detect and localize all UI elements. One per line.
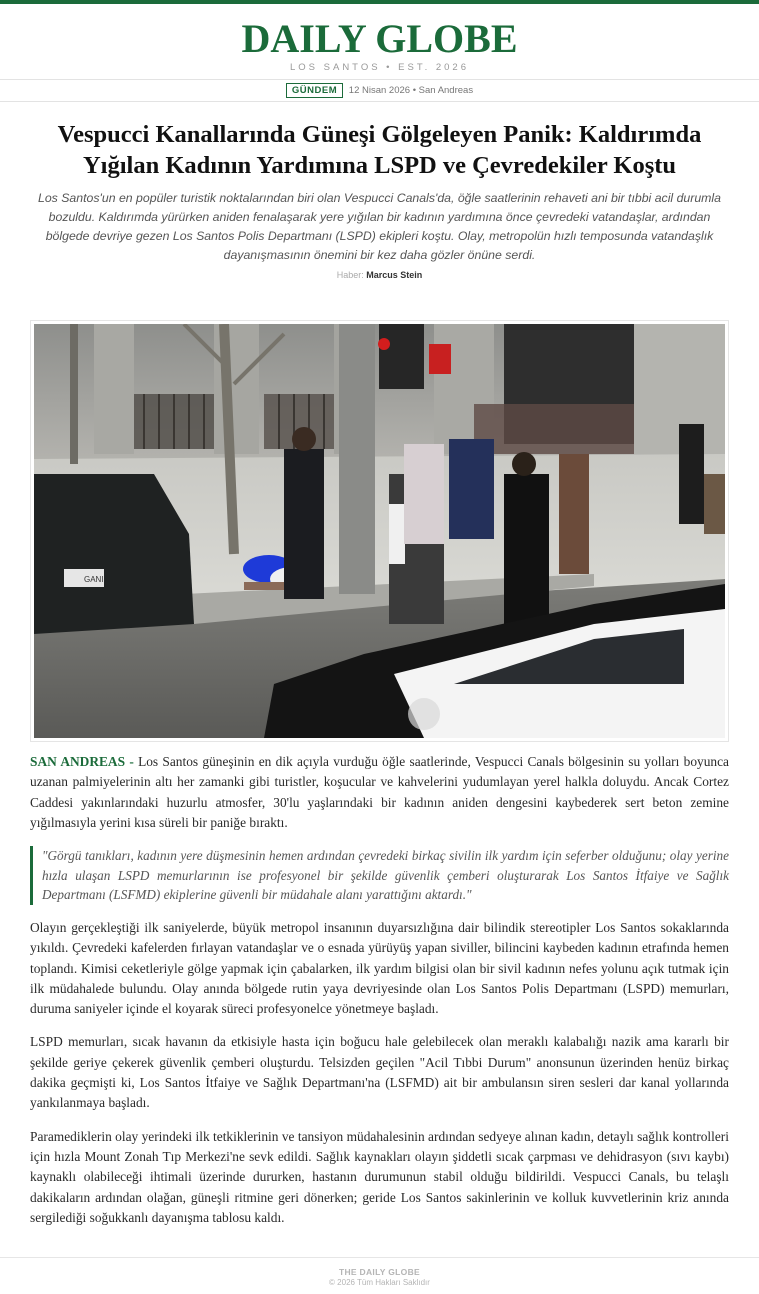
site-logo-title[interactable]: DAILY GLOBE [241, 16, 518, 61]
article-photo [30, 320, 729, 742]
paragraph-3: LSPD memurları, sıcak havanın da etkisiyle hasta için boğucu hale gelebilecek olan meraklı kalabalığı nazik ama kararlı bir şekilde geriye çekerek güvenlik çemberi oluşturdu. Telsizden geçilen "Acil Tıbbi Durum" anonsunun üzerinden henüz birkaç dakika geçmişti ki, Los Santos İtfaiye ve Sağlık Departmanı'na (LSFMD) ait bir ambulansın siren sesleri dar kanal yollarında yankılanmaya başladı. [30, 1034, 729, 1111]
article-body [30, 752, 729, 1241]
paragraph-2: Olayın gerçekleştiği ilk saniyelerde, büyük metropol insanının duyarsızlığına dair bilindik stereotipler Los Santos sokaklarında yıkıldı. Çevredeki kafelerden fırlayan vatandaşlar ve o esnada yürüyüş yapan siviller, bilincini kaybeden kadının etrafında hemen toplandı. Kimisi ceketleriyle gölge yapmak için çabalarken, ilk yardım bilgisi olan bir sivil kadının nefes yolunu açık tutmak için ilk müdahalede bulundu. Olay anında bölgede rutin yaya devriyesinde olan Los Santos Polis Departmanı (LSPD) memurları, duruma saniyeler içinde el koyarak süreci profesyonelce yönetmeye başladı. [30, 919, 729, 1017]
article-date-location: 12 Nisan 2026 • San Andreas [348, 85, 474, 96]
page-footer [0, 1257, 759, 1287]
article-meta-row [0, 80, 759, 101]
license-plate-text: GANI [84, 575, 104, 584]
byline-author[interactable]: Marcus Stein [366, 270, 423, 280]
article-lede: Los Santos'un en popüler turistik noktalarından biri olan Vespucci Canals'da, öğle saatlerinin rehaveti ani bir tıbbi acil durumla bozuldu. Kaldırımda yürürken aniden fenalaşarak yere yığılan bir kadının yardımına önce çevredeki vatandaşlar, ardından bölgede devriye gezen Los Santos Polis Departmanı (LSPD) ekipleri koştu. Olay, metropolün hızlı temposunda vatandaşlık dayanışmasının önemini bir kez daha gözler önüne serdi. [37, 191, 721, 262]
category-badge[interactable]: GÜNDEM [286, 83, 343, 98]
byline-label: Haber: [336, 270, 364, 280]
byline [0, 270, 759, 280]
scene-illustration [34, 324, 725, 738]
footer-brand: THE DAILY GLOBE [338, 1267, 420, 1277]
article-headline: Vespucci Kanallarında Güneşi Gölgeleyen Panik: Kaldırımda Yığılan Kadının Yardımına LSPD ve Çevredekiler Koştu [57, 121, 702, 179]
dateline: SAN ANDREAS - [30, 754, 134, 769]
site-tagline: LOS SANTOS • EST. 2026 [290, 62, 469, 73]
paragraph-1 [30, 752, 729, 833]
paragraph-4: Paramediklerin olay yerindeki ilk tetkiklerinin ve tansiyon müdahalesinin ardından sedyeye alınan kadın, detaylı sağlık kontrolleri için hızla Mount Zonah Tıp Merkezi'ne sevk edildi. Sağlık kaynakları olayın şiddetli sıcak çarpması ve dehidrasyon (sıvı kaybı) kaynaklı olabileceği ihtimali üzerinde dururken, hastanın durumunun stabil olduğu bildirildi. Vespucci Canals, bu telaşlı dakikaların ardından olağan, güneşli ritmine geri dönerken; geride Los Santos sakinlerinin ve kolluk kuvvetlerinin kriz anında sergilediği soğukkanlı dayanışma tablosu kaldı. [30, 1128, 729, 1225]
footer-copyright: © 2026 Tüm Hakları Saklıdır [329, 1278, 430, 1287]
pull-quote: "Görgü tanıkları, kadının yere düşmesinin hemen ardından çevredeki birkaç sivilin ilk yardım için seferber olduğunu; olay yerine hızla ulaşan LSPD memurlarının ise profesyonel bir şekilde güvenlik çemberi oluşturarak Los Santos İtfaiye ve Sağlık Departmanı (LSFMD) ekiplerine güvenli bir müdahale alanı yarattığını aktardı." [30, 846, 729, 905]
masthead [0, 4, 759, 73]
paragraph-1-text: Los Santos güneşinin en dik açıyla vurduğu öğle saatlerinde, Vespucci Canals bölgesinin su yolları boyunca uzanan palmiyelerinin altı her zamanki gibi turistler, koşucular ve kahvelerini yudumlayan yerel halkla doluydu. Ancak Cortez Caddesi yakınlarındaki huzurlu atmosfer, 30'lu yaşlarındaki bir kadının aniden dengesini kaybederek sert beton zemine yığılmasıyla yerini kısa süreli bir paniğe bıraktı. [30, 754, 729, 830]
